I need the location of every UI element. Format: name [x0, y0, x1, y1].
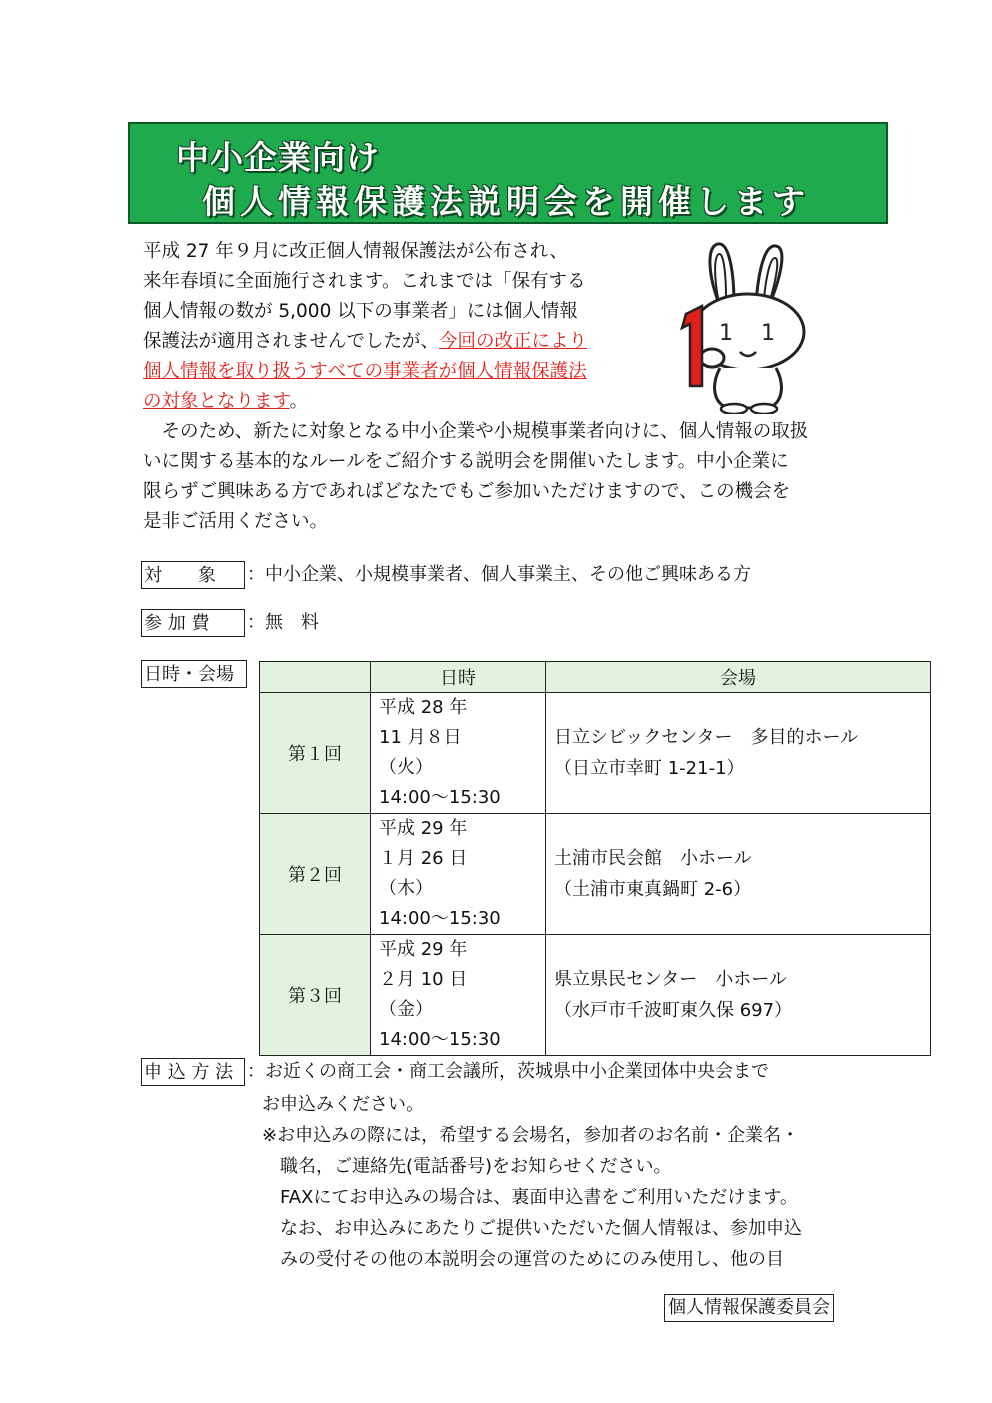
banner-title-line2: 個人情報保護法説明会を開催します: [202, 182, 810, 221]
apply-line: FAXにてお申込みの場合は、裏面申込書をご利用いただけます。: [262, 1187, 798, 1208]
date-day: １月 26 日: [379, 848, 468, 869]
apply-line: 職名，ご連絡先(電話番号)をお知らせください。: [262, 1156, 672, 1177]
table-row: [260, 935, 931, 1056]
venue-name: 県立県民センター 小ホール: [554, 969, 787, 990]
apply-line: ：お近くの商工会・商工会議所，茨城県中小企業団体中央会まで: [247, 1061, 769, 1082]
session-date: [371, 935, 546, 1056]
title-banner: [128, 122, 888, 224]
intro-line: [143, 327, 643, 357]
venue-name: 日立シビックセンター 多目的ホール: [554, 727, 859, 748]
table-row: [260, 693, 931, 814]
date-weekday: （金）: [379, 999, 433, 1020]
table-header-date: 日時: [371, 662, 546, 693]
table-header-blank: [260, 662, 371, 693]
date-day: ２月 10 日: [379, 969, 468, 990]
mascot-eye-left: 1: [719, 321, 733, 346]
session-date: [371, 693, 546, 814]
session-number: 第１回: [260, 693, 371, 814]
body-line: 是非ご活用ください。: [143, 511, 329, 532]
apply-line: お申込みください。: [262, 1094, 424, 1115]
body-line: いに関する基本的なルールをご紹介する説明会を開催いたします。中小企業に: [143, 451, 789, 472]
session-number: 第２回: [260, 814, 371, 935]
date-year: 平成 29 年: [379, 939, 468, 960]
date-day: 11 月８日: [379, 727, 462, 748]
intro-line: [143, 387, 643, 417]
highlight-text: 今回の改正により: [439, 331, 588, 352]
session-venue: [546, 814, 931, 935]
organization-name: 個人情報保護委員会: [664, 1294, 834, 1322]
intro-text: 。: [289, 391, 309, 412]
target-label: 対 象: [141, 561, 245, 589]
target-text: ：中小企業、小規模事業者、個人事業主、その他ご興味ある方: [247, 564, 751, 585]
date-weekday: （火）: [379, 757, 433, 778]
body-line: 限らずご興味ある方であればどなたでもご参加いただけますので、この機会を: [143, 481, 791, 502]
date-time: 14:00～15:30: [379, 908, 501, 929]
schedule-label: 日時・会場: [141, 660, 247, 688]
date-year: 平成 28 年: [379, 697, 468, 718]
table-row: [260, 814, 931, 935]
date-time: 14:00～15:30: [379, 1029, 501, 1050]
intro-line: 個人情報の数が 5,000 以下の事業者」には個人情報: [143, 301, 578, 322]
venue-address: （水戸市千波町東久保 697）: [554, 1000, 793, 1021]
fee-text: ：無 料: [247, 612, 319, 633]
date-year: 平成 29 年: [379, 818, 468, 839]
table-header-venue: 会場: [546, 662, 931, 693]
schedule-table: [259, 661, 931, 1056]
fee-label: 参 加 費: [141, 609, 245, 637]
highlight-text: の対象となります: [143, 391, 290, 412]
venue-name: 土浦市民会館 小ホール: [554, 848, 752, 869]
venue-address: （日立市幸町 1-21-1）: [554, 758, 745, 779]
apply-details: [262, 1089, 802, 1275]
apply-line: ※お申込みの際には，希望する会場名，参加者のお名前・企業名・: [262, 1125, 800, 1146]
intro-line: 平成 27 年９月に改正個人情報保護法が公布され、: [143, 241, 568, 262]
apply-line: なお、お申込みにあたりご提供いただいた個人情報は、参加申込: [262, 1218, 802, 1239]
apply-label: 申 込 方 法: [141, 1058, 245, 1086]
intro-paragraph: [143, 237, 643, 417]
apply-line: みの受付その他の本説明会の運営のためにのみ使用し、他の目: [262, 1249, 784, 1270]
table-header-row: [260, 662, 931, 693]
body-line: そのため、新たに対象となる中小企業や小規模事業者向けに、個人情報の取扱: [143, 421, 809, 442]
mascot-eye-right: 1: [761, 321, 775, 346]
rabbit-mascot-icon: [668, 236, 828, 414]
session-venue: [546, 693, 931, 814]
session-number: 第３回: [260, 935, 371, 1056]
date-time: 14:00～15:30: [379, 787, 501, 808]
session-venue: [546, 935, 931, 1056]
session-date: [371, 814, 546, 935]
intro-line: [143, 357, 643, 387]
banner-title-line1: 中小企業向け: [176, 138, 380, 177]
intro-text: 保護法が適用されませんでしたが、: [143, 331, 440, 352]
venue-address: （土浦市東真鍋町 2-6）: [554, 879, 752, 900]
highlight-text: 個人情報を取り扱うすべての事業者が個人情報保護法: [143, 361, 587, 382]
date-weekday: （木）: [379, 878, 433, 899]
body-paragraph: [143, 417, 863, 537]
intro-line: 来年春頃に全面施行されます。これまでは「保有する: [143, 271, 586, 292]
